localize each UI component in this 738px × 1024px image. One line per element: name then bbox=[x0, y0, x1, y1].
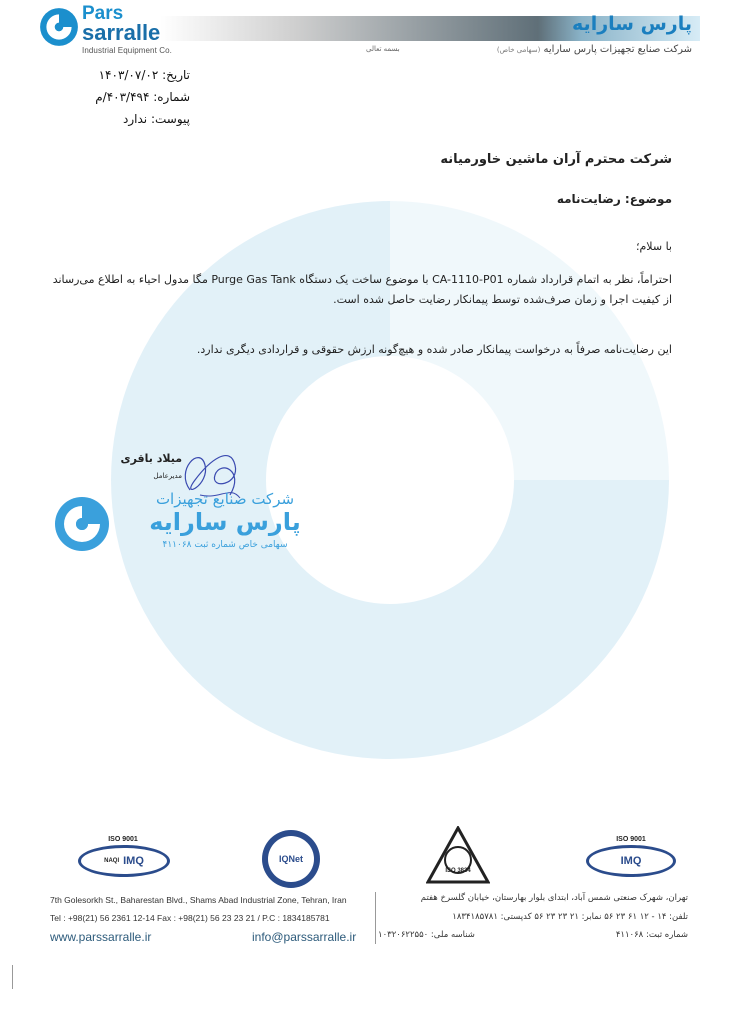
footer-email-link[interactable]: info@parssarralle.ir bbox=[252, 930, 357, 944]
brand-persian-sub bbox=[497, 44, 692, 55]
footer-registration-fa: شماره ثبت: ۴۱۱۰۶۸ bbox=[615, 930, 688, 940]
brand-fa-sub-text: شرکت صنایع تجهیزات پارس سارایه bbox=[543, 44, 692, 55]
letter-attachment: پیوست: ندارد bbox=[123, 112, 190, 126]
stamp-line1: شرکت صنایع تجهیزات bbox=[155, 490, 295, 508]
footer-address-en: 7th Golesorkh St., Baharestan Blvd., Shams Abad Industrial Zone, Tehran, Iran bbox=[50, 895, 347, 905]
cert2-inner bbox=[268, 836, 314, 882]
stamp-line2: پارس سارایه bbox=[149, 508, 301, 536]
footer-national-id-fa: شناسه ملی: ۱۰۳۲۰۶۲۲۵۵۰ bbox=[378, 930, 475, 940]
cert1-ellipse bbox=[78, 845, 170, 877]
brand-en-sub: Industrial Equipment Co. bbox=[82, 46, 173, 55]
footer-website-link[interactable]: www.parssarralle.ir bbox=[50, 930, 152, 944]
brand-persian: پارس سارایه bbox=[572, 13, 692, 35]
footer-divider bbox=[375, 892, 376, 944]
signer-name: میلاد باقری bbox=[120, 452, 182, 465]
cert4-top: ISO 9001 bbox=[616, 836, 646, 843]
cert1-main: IMQ bbox=[123, 855, 144, 867]
footer-phones-fa: تلفن: ۱۴ - ۱۲ ۶۱ ۲۳ ۵۶ نمابر: ۲۱ ۲۳ ۲۳ ۵۶ کدپستی: ۱۸۳۴۱۸۵۷۸۱ bbox=[452, 912, 688, 922]
cert3-main: ISO 3834 bbox=[445, 868, 471, 874]
page-edge-mark bbox=[12, 965, 13, 989]
cert-iso9001-imq-left bbox=[78, 836, 168, 880]
brand-en-line2: sarralle bbox=[82, 20, 161, 45]
cert-iso9001-imq-right bbox=[586, 836, 676, 880]
cert1-top: ISO 9001 bbox=[108, 836, 138, 843]
company-stamp bbox=[100, 490, 350, 550]
cert4-main: IMQ bbox=[620, 855, 642, 867]
paragraph-1: احتراماً، نظر به اتمام قرارداد شماره CA-1110-P01 با موضوع ساخت یک دستگاه Purge Gas Tank مگا مدول احیاء به اطلاع می‌رساند از کیفیت اجرا و زمان صرف‌شده توسط پیمانکار رضایت حاصل شده است. bbox=[52, 273, 672, 306]
brand-fa-sub-small: (سهامی خاص) bbox=[496, 46, 541, 54]
cert3-triangle-icon bbox=[426, 826, 490, 884]
cert4-ellipse bbox=[586, 845, 676, 877]
letter-date: تاریخ: ۱۴۰۳/۰۷/۰۲ bbox=[98, 68, 190, 82]
signer-title: مدیرعامل bbox=[153, 472, 182, 480]
stamp-line3: سهامی خاص شماره ثبت ۴۱۱۰۶۸ bbox=[162, 540, 288, 550]
paragraph-2: این رضایت‌نامه صرفاً به درخواست پیمانکار صادر شده و هیچ‌گونه ارزش حقوقی و قراردادی دیگری ندارد. bbox=[196, 343, 672, 356]
cert-iso3834 bbox=[426, 826, 490, 884]
brand-english bbox=[82, 4, 172, 55]
letter-number: شماره: ۴۰۳/۴۹۴/م bbox=[95, 90, 190, 104]
subject: موضوع: رضایت‌نامه bbox=[556, 192, 672, 206]
cert2-main: IQNet bbox=[278, 854, 303, 864]
recipient: شرکت محترم آران ماشین خاورمیانه bbox=[440, 152, 672, 167]
brand-en-line1: Pars bbox=[82, 3, 124, 24]
letter-meta bbox=[70, 64, 190, 130]
footer-address-fa: تهران، شهرک صنعتی شمس آباد، ابتدای بلوار بهارستان، خیابان گلسرخ هفتم bbox=[420, 893, 688, 903]
cert-iqnet bbox=[262, 830, 320, 888]
bismillah: بسمه تعالی bbox=[366, 45, 400, 53]
greeting: با سلام؛ bbox=[636, 240, 672, 253]
cert1-left: NAQI bbox=[104, 858, 120, 864]
company-logo-icon bbox=[38, 6, 80, 48]
footer-phones-en: Tel : +98(21) 56 2361 12-14 Fax : +98(21) 56 23 23 21 / P.C : 1834185781 bbox=[50, 913, 330, 923]
